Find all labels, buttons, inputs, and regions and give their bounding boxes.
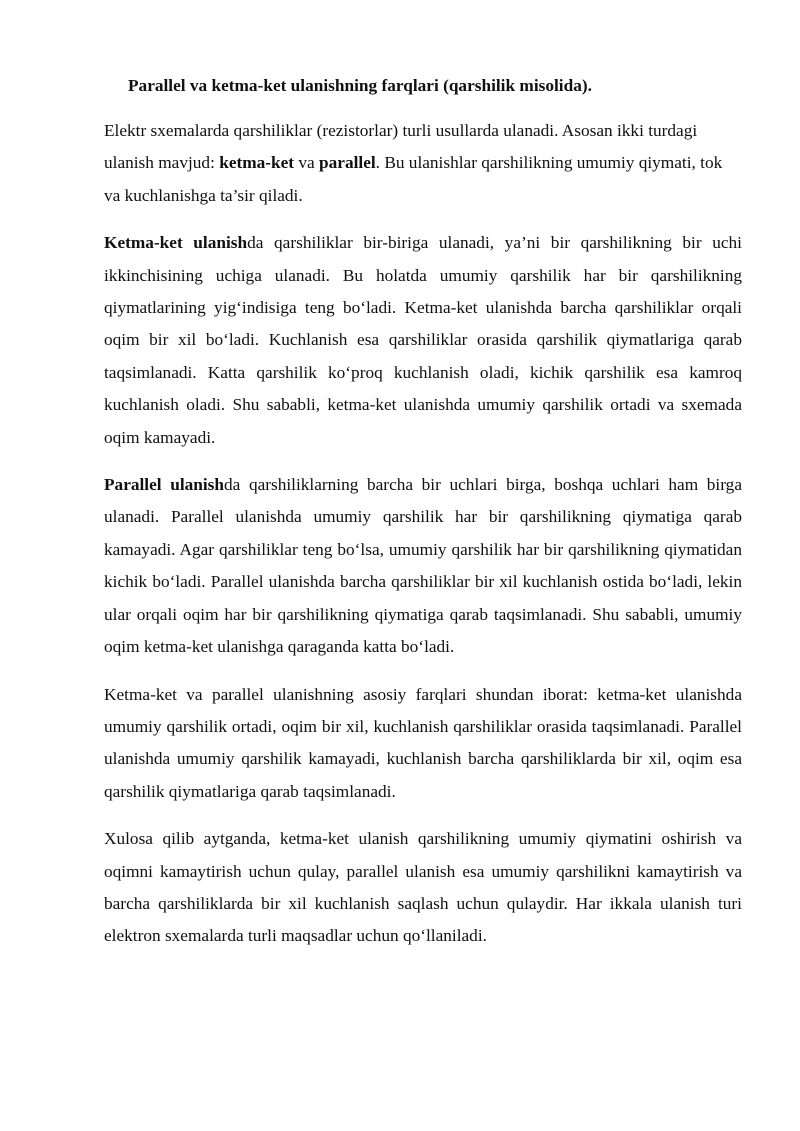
parallel-text: da qarshiliklarning barcha bir uchlari birga, boshqa uchlari ham birga ulanadi. Parallel ulanishda umumiy qarshilik har bir qarshilikning qiymatiga qarab kamayadi. Agar qarshiliklar teng bo‘lsa, umumiy qarshilik har bir qarshilikning qiymatidan kichik bo‘ladi. Parallel ulanishda barcha qarshiliklar bir xil kuchlanish ostida bo‘ladi, lekin ular orqali oqim har bir qarshilikning qiymatiga qarab taqsimlanadi. Shu sababli, umumiy oqim ketma-ket ulanishga qaraganda katta bo‘ladi. [104, 475, 742, 657]
document-page [104, 70, 742, 968]
series-paragraph [104, 227, 742, 454]
intro-paragraph [104, 115, 742, 212]
intro-text-start: Elektr sxemalarda qarshiliklar (rezistorlar) turli usullarda ulanadi. Asosan ikki turdagi ulanish mavjud: [104, 121, 698, 173]
intro-text-end: . Bu ulanishlar qarshilikning umumiy qiymati, tok va kuchlanishga ta’sir qiladi. [104, 153, 723, 205]
intro-text-mid: va [294, 153, 320, 173]
parallel-paragraph [104, 469, 742, 663]
intro-bold-series: ketma-ket [219, 153, 295, 173]
differences-paragraph: Ketma-ket va parallel ulanishning asosiy farqlari shundan iborat: ketma-ket ulanishda umumiy qarshilik ortadi, oqim bir xil, kuchlanish qarshiliklar orasida taqsimlanadi. Parallel ulanishda umumiy qarshilik kamayadi, kuchlanish barcha qarshiliklarda bir xil, oqim esa qarshilik qiymatlariga qarab taqsimlanadi. [104, 684, 742, 801]
document-title: Parallel va ketma-ket ulanishning farqlari (qarshilik misolida). [128, 76, 592, 95]
series-text: da qarshiliklar bir-biriga ulanadi, ya’ni bir qarshilikning bir uchi ikkinchisining uchiga ulanadi. Bu holatda umumiy qarshilik har bir qarshilikning qiymatlarining yig‘indisiga teng bo‘ladi. Ketma-ket ulanishda barcha qarshiliklar orqali oqim bir xil bo‘ladi. Kuchlanish esa qarshiliklar orasida qarshilik qiymatlariga qarab taqsimlanadi. Katta qarshilik ko‘proq kuchlanish oladi, kichik qarshilik esa kamroq kuchlanish oladi. Shu sababli, ketma-ket ulanishda umumiy qarshilik ortadi va sxemada oqim kamayadi. [104, 233, 742, 447]
series-heading-term: Ketma-ket ulanish [104, 233, 248, 253]
parallel-heading-term: Parallel ulanish [104, 475, 225, 495]
intro-bold-parallel: parallel [319, 153, 376, 173]
conclusion-paragraph: Xulosa qilib aytganda, ketma-ket ulanish qarshilikning umumiy qiymatini oshirish va oqimni kamaytirish uchun qulay, parallel ulanish esa umumiy qarshilikni kamaytirish va barcha qarshiliklarda bir xil kuchlanish saqlash uchun qulaydir. Har ikkala ulanish turi elektron sxemalarda turli maqsadlar uchun qo‘llaniladi. [104, 829, 742, 946]
